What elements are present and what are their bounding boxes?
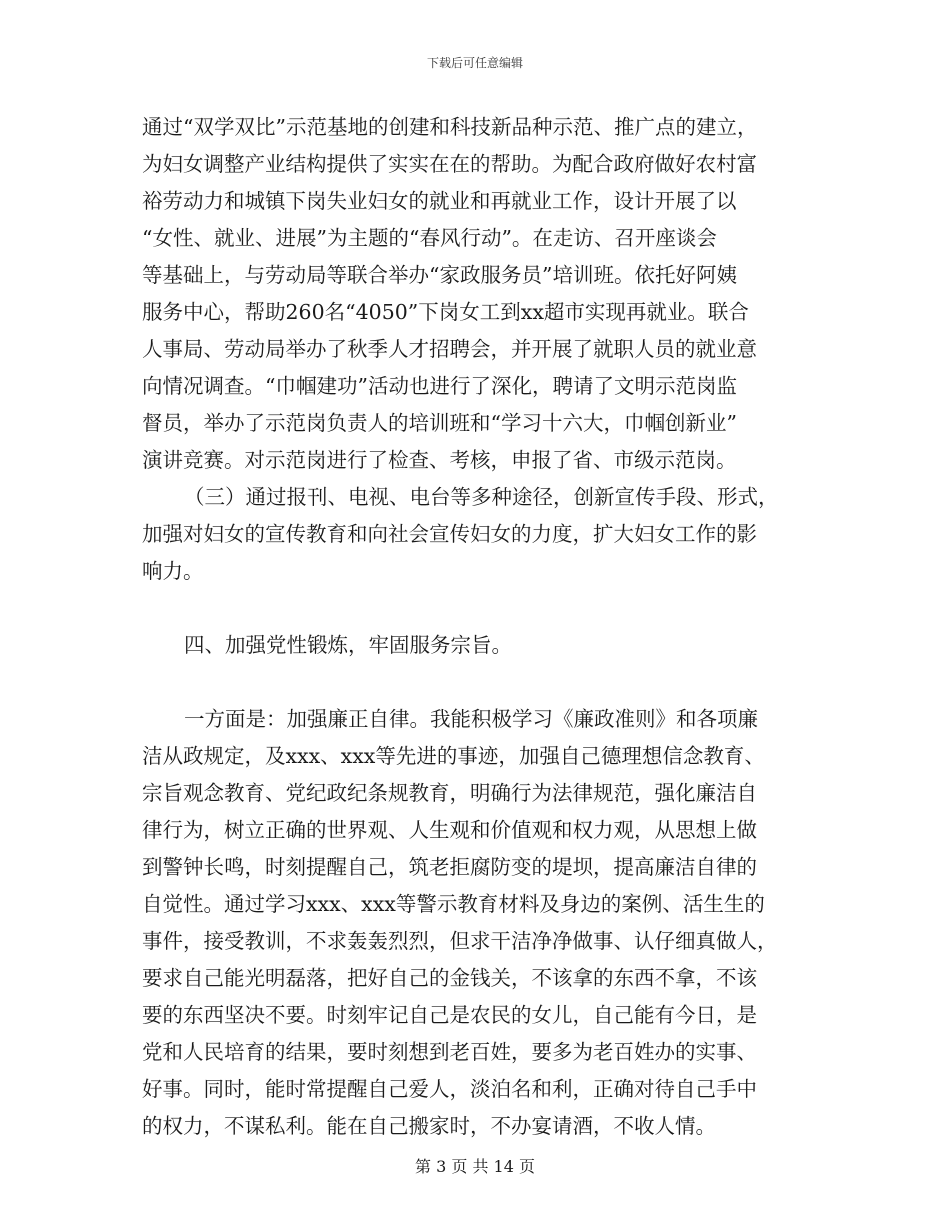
paragraph-gap (142, 590, 812, 627)
text-line: 演讲竞赛。对示范岗进行了检查、考核，申报了省、市级示范岗。 (142, 448, 737, 472)
page-header-note: 下载后可任意编辑 (426, 56, 523, 70)
text-line: 服务中心，帮助260名“4050”下岗女工到xx超市实现再就业。联合 (142, 300, 749, 324)
text-line: 人事局、劳动局举办了秋季人才招聘会，并开展了就职人员的就业意 (142, 337, 757, 361)
text-line: “女性、就业、进展”为主题的“春风行动”。在走访、召开座谈会 (142, 226, 717, 250)
text-line: 为妇女调整产业结构提供了实实在在的帮助。为配合政府做好农村富 (142, 152, 757, 176)
page-number-footer: 第 3 页 共 14 页 (415, 1157, 535, 1176)
text-line: 响力。 (142, 559, 204, 583)
paragraph-gap (142, 664, 812, 701)
text-line: 事件，接受教训，不求轰轰烈烈，但求干洁净净做事、认仔细真做人， (142, 929, 778, 953)
text-line: 的权力，不谋私利。能在自己搬家时，不办宴请酒，不收人情。 (142, 1114, 716, 1138)
text-line: 好事。同时，能时常提醒自己爱人，淡泊名和利，正确对待自己手中 (142, 1077, 757, 1101)
text-line: 律行为，树立正确的世界观、人生观和价值观和权力观，从思想上做 (142, 818, 757, 842)
section-heading-3: （三）通过报刊、电视、电台等多种途径，创新宣传手段、形式， (184, 485, 779, 509)
text-line: 自觉性。通过学习xxx、xxx等警示教育材料及身边的案例、活生生的 (142, 892, 765, 916)
document-body (142, 109, 812, 1145)
text-line: 等基础上，与劳动局等联合举办“家政服务员”培训班。依托好阿姨 (142, 263, 737, 287)
text-line: 要的东西坚决不要。时刻牢记自己是农民的女儿，自己能有今日，是 (142, 1003, 757, 1027)
text-line: 裕劳动力和城镇下岗失业妇女的就业和再就业工作，设计开展了以 (142, 189, 737, 213)
text-line: 宗旨观念教育、党纪政纪条规教育，明确行为法律规范，强化廉洁自 (142, 781, 757, 805)
text-line: 到警钟长鸣，时刻提醒自己，筑老拒腐防变的堤坝，提高廉洁自律的 (142, 855, 757, 879)
text-line: 洁从政规定，及xxx、xxx等先进的事迹，加强自己德理想信念教育、 (142, 744, 765, 768)
text-line: 向情况调查。“巾帼建功”活动也进行了深化，聘请了文明示范岗监 (142, 374, 737, 398)
paragraph-start: 一方面是：加强廉正自律。我能积极学习《廉政准则》和各项廉 (184, 707, 758, 731)
text-line: 通过“双学双比”示范基地的创建和科技新品种示范、推广点的建立， (142, 115, 758, 139)
text-line: 督员，举办了示范岗负责人的培训班和“学习十六大，巾帼创新业” (142, 411, 737, 435)
section-heading-4: 四、加强党性锻炼，牢固服务宗旨。 (184, 633, 512, 657)
text-line: 加强对妇女的宣传教育和向社会宣传妇女的力度，扩大妇女工作的影 (142, 522, 757, 546)
text-line: 要求自己能光明磊落，把好自己的金钱关，不该拿的东西不拿，不该 (142, 966, 757, 990)
text-line: 党和人民培育的结果，要时刻想到老百姓，要多为老百姓办的实事、 (142, 1040, 757, 1064)
